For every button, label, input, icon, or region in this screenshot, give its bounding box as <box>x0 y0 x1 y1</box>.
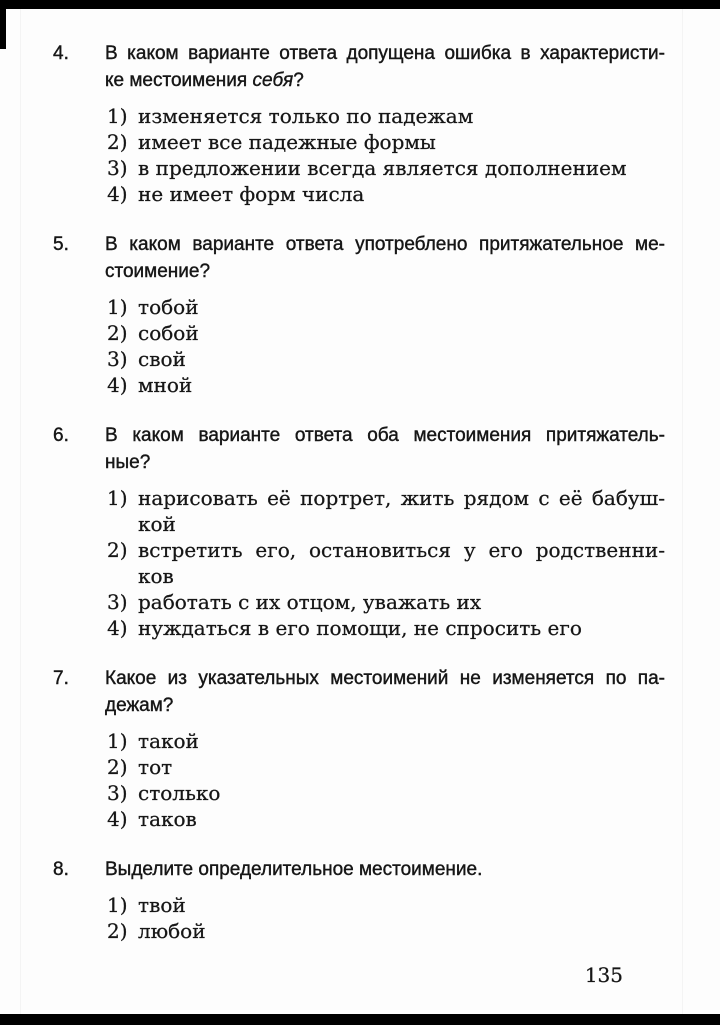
question-stem <box>105 40 665 94</box>
option-line: не имеет форм числа <box>138 182 365 206</box>
option-text <box>138 181 665 207</box>
option-line: встретить его, остановиться у его родственни- <box>138 538 665 562</box>
stem-line: В каком варианте ответа употреблено притяжательное ме- <box>105 234 665 255</box>
question-number: 7. <box>53 668 69 689</box>
answer-option <box>105 129 665 155</box>
option-text <box>138 346 665 372</box>
option-line: нарисовать её портрет, жить рядом с её бабуш- <box>138 486 665 510</box>
answer-option <box>105 806 665 832</box>
stem-line: Какое из указательных местоимений не изменяется по па- <box>105 668 665 689</box>
option-text <box>138 892 665 918</box>
option-line: твой <box>138 893 186 917</box>
option-text <box>138 485 665 537</box>
question-body <box>105 231 665 398</box>
option-label: 4) <box>107 182 128 206</box>
answer-option <box>105 780 665 806</box>
option-text <box>138 372 665 398</box>
option-line: свой <box>138 347 186 371</box>
option-line: тот <box>138 755 173 779</box>
options-list <box>105 485 665 641</box>
option-line: любой <box>138 919 206 943</box>
option-label: 1) <box>107 104 128 128</box>
option-line: в предложении всегда является дополнением <box>138 156 627 180</box>
scan-artifact-bottom-bar <box>0 1014 720 1025</box>
option-line: столько <box>138 781 221 805</box>
option-text <box>138 537 665 589</box>
answer-option <box>105 485 665 537</box>
stem-line: стоимение? <box>105 261 211 282</box>
answer-option <box>105 320 665 346</box>
question-stem <box>105 665 665 719</box>
answer-option <box>105 728 665 754</box>
stem-line: В каком варианте ответа оба местоимения притяжатель- <box>105 425 665 446</box>
stem-line: ные? <box>105 452 151 473</box>
question-number: 8. <box>53 859 69 880</box>
scan-artifact-line <box>682 9 683 1014</box>
option-label: 3) <box>107 347 128 371</box>
stem-text: ? <box>293 70 304 91</box>
answer-option <box>105 589 665 615</box>
option-line: ков <box>138 564 174 588</box>
option-text <box>138 728 665 754</box>
option-text <box>138 806 665 832</box>
question-body <box>105 40 665 207</box>
page-number: 135 <box>584 963 623 987</box>
option-line: кой <box>138 512 176 536</box>
answer-option <box>105 103 665 129</box>
question-body <box>105 856 665 944</box>
question-body <box>105 422 665 641</box>
option-text <box>138 103 665 129</box>
question-stem <box>105 422 665 476</box>
option-label: 2) <box>107 538 128 562</box>
scan-artifact-top-bar <box>0 0 720 9</box>
answer-option <box>105 372 665 398</box>
scan-artifact-left-mark <box>0 0 6 49</box>
question-item <box>53 422 665 641</box>
option-text <box>138 294 665 320</box>
option-text <box>138 155 665 181</box>
option-label: 2) <box>107 755 128 779</box>
stem-line: В каком варианте ответа допущена ошибка в характеристи- <box>105 43 665 64</box>
answer-option <box>105 155 665 181</box>
question-item <box>53 231 665 398</box>
question-item <box>53 40 665 207</box>
option-label: 1) <box>107 893 128 917</box>
option-label: 3) <box>107 156 128 180</box>
option-line: таков <box>138 807 197 831</box>
answer-option <box>105 892 665 918</box>
option-line: работать с их отцом, уважать их <box>138 590 482 614</box>
option-text <box>138 320 665 346</box>
question-number: 4. <box>53 43 69 64</box>
options-list <box>105 728 665 832</box>
options-list <box>105 103 665 207</box>
option-line: мной <box>138 373 193 397</box>
answer-option <box>105 615 665 641</box>
option-text <box>138 754 665 780</box>
options-list <box>105 892 665 944</box>
stem-text: ке местоимения <box>105 70 253 91</box>
option-label: 1) <box>107 486 128 510</box>
option-text <box>138 918 665 944</box>
option-label: 3) <box>107 781 128 805</box>
scan-artifact-line <box>20 9 21 1014</box>
answer-option <box>105 754 665 780</box>
question-number: 5. <box>53 234 69 255</box>
option-label: 4) <box>107 373 128 397</box>
option-label: 4) <box>107 616 128 640</box>
option-label: 2) <box>107 321 128 345</box>
options-list <box>105 294 665 398</box>
option-label: 2) <box>107 130 128 154</box>
option-label: 3) <box>107 590 128 614</box>
question-stem <box>105 231 665 285</box>
italic-term: себя <box>252 70 294 91</box>
answer-option <box>105 346 665 372</box>
stem-line: дежам? <box>105 695 174 716</box>
option-label: 1) <box>107 295 128 319</box>
stem-line: Выделите определительное местоимение. <box>105 859 483 880</box>
option-text <box>138 589 665 615</box>
option-line: нуждаться в его помощи, не спросить его <box>138 616 582 640</box>
option-label: 2) <box>107 919 128 943</box>
question-number: 6. <box>53 425 69 446</box>
option-text <box>138 129 665 155</box>
option-line: изменяется только по падежам <box>138 104 474 128</box>
answer-option <box>105 537 665 589</box>
answer-option <box>105 181 665 207</box>
option-label: 4) <box>107 807 128 831</box>
option-line: тобой <box>138 295 199 319</box>
answer-option <box>105 918 665 944</box>
question-stem <box>105 856 665 883</box>
option-text <box>138 615 665 641</box>
question-item <box>53 856 665 944</box>
stem-line <box>105 67 665 94</box>
question-item <box>53 665 665 832</box>
option-label: 1) <box>107 729 128 753</box>
option-line: такой <box>138 729 199 753</box>
option-line: имеет все падежные формы <box>138 130 436 154</box>
option-text <box>138 780 665 806</box>
question-body <box>105 665 665 832</box>
answer-option <box>105 294 665 320</box>
page-content <box>53 40 665 944</box>
option-line: собой <box>138 321 199 345</box>
